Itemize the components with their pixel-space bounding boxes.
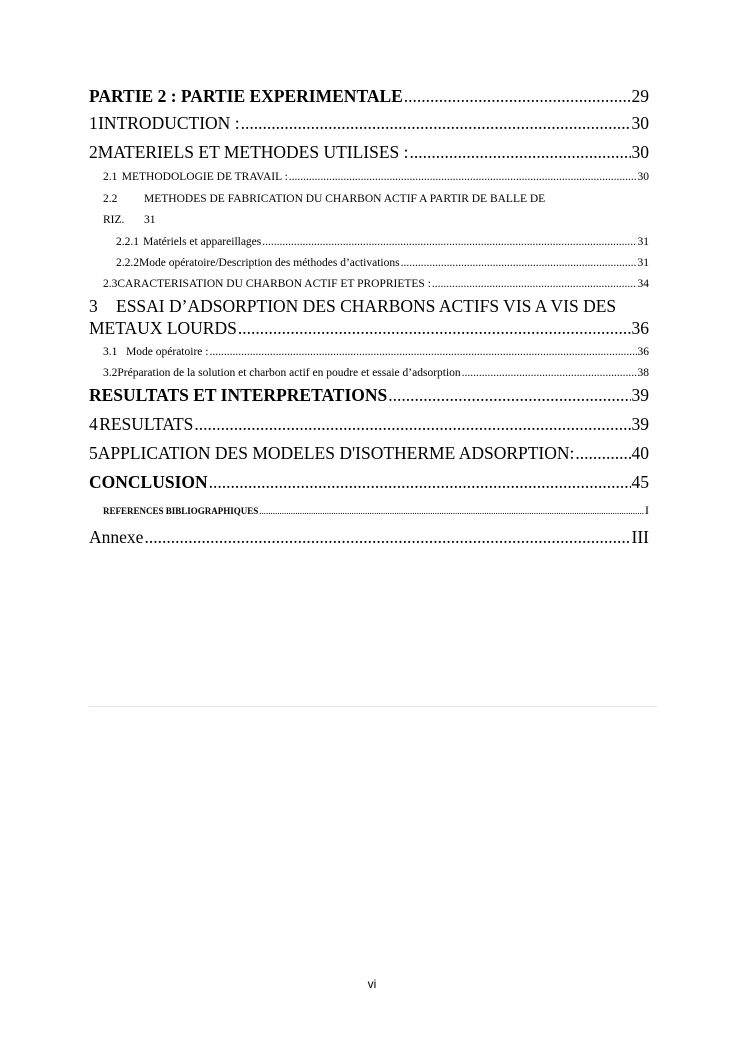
dot-leader: [144, 527, 630, 548]
toc-entry-title: REFERENCES BIBLIOGRAPHIQUES: [103, 506, 259, 516]
page-divider: [89, 706, 657, 707]
dot-leader: [462, 367, 637, 379]
toc-entry-materiels[interactable]: [89, 142, 649, 163]
toc-entry-2-2-1[interactable]: [89, 236, 649, 248]
toc-entry-title: INTRODUCTION :: [98, 113, 240, 133]
toc-page-number: 45: [631, 472, 649, 492]
toc-entry-title: APPLICATION DES MODELES D'ISOTHERME ADSORPTION:: [97, 443, 575, 463]
toc-page-number: 31: [144, 214, 156, 226]
toc-entry-title: METHODOLOGIE DE TRAVAIL :: [121, 171, 288, 183]
toc-entry-title: PARTIE 2 : PARTIE EXPERIMENTALE: [89, 86, 403, 106]
toc-entry-title: RESULTATS ET INTERPRETATIONS: [89, 385, 388, 405]
toc-entry-title: MATERIELS ET METHODES UTILISES :: [97, 142, 409, 162]
toc-entry-essai[interactable]: [89, 295, 649, 339]
toc-page-number: 30: [637, 171, 649, 183]
toc-entry-resultats[interactable]: [89, 414, 649, 435]
toc-entry-2-1[interactable]: [89, 171, 649, 183]
toc-entry-2-2[interactable]: [89, 189, 649, 231]
toc-section-number: 4: [89, 414, 98, 434]
dot-leader: [259, 506, 644, 516]
toc-entry-title: Mode opératoire/Description des méthodes d’activations: [139, 257, 400, 269]
toc-entry-application[interactable]: [89, 443, 649, 464]
toc-entry-title: Mode opératoire :: [126, 346, 209, 358]
page-number: vi: [367, 977, 377, 991]
dot-leader: [575, 443, 630, 464]
toc-entry-3-1[interactable]: [89, 346, 649, 358]
toc-page-number: I: [645, 503, 649, 517]
dot-leader: [209, 472, 631, 493]
toc-section-number: 2: [89, 142, 98, 162]
toc-page-number: 30: [631, 142, 649, 162]
toc-section-number: 3.2: [103, 367, 118, 379]
toc-page-number: 34: [637, 278, 649, 290]
toc-section-number: 3.1: [103, 346, 118, 358]
table-of-contents: [89, 86, 649, 548]
toc-entry-title: Annexe: [89, 527, 144, 547]
dot-leader: [388, 385, 630, 406]
toc-entry-title: Matériels et appareillages: [143, 236, 262, 248]
toc-page-number: 29: [631, 86, 649, 106]
toc-entry-title: Préparation de la solution et charbon actif en poudre et essaie d’adsorption: [117, 367, 461, 379]
dot-leader: [432, 278, 637, 290]
toc-entry-annexe[interactable]: [89, 527, 649, 548]
toc-page-number: 38: [637, 367, 649, 379]
toc-entry-title: RESULTATS: [99, 414, 194, 434]
toc-page-number: 31: [637, 257, 649, 269]
toc-section-number: 2.2: [103, 193, 118, 205]
toc-section-number: 1: [89, 113, 98, 133]
toc-page-number: 30: [631, 113, 649, 133]
toc-section-number: 5: [89, 443, 98, 463]
toc-section-number: 2.3: [103, 278, 118, 290]
toc-section-number: 3: [89, 296, 98, 316]
toc-page-number: 39: [631, 414, 649, 434]
toc-page-number: 36: [631, 318, 649, 338]
dot-leader: [410, 142, 631, 163]
toc-section-number: 2.2.1: [116, 236, 139, 248]
toc-entry-title: CARACTERISATION DU CHARBON ACTIF ET PROPRIETES :: [117, 278, 431, 290]
toc-entry-title-line2: METAUX LOURDS: [89, 318, 237, 338]
dot-leader: [241, 113, 631, 134]
toc-entry-title-line1: METHODES DE FABRICATION DU CHARBON ACTIF A PARTIR DE BALLE DE: [144, 193, 546, 205]
toc-page-number: 40: [631, 443, 649, 463]
toc-entry-title-line2: RIZ.: [103, 214, 125, 226]
toc-entry-2-3[interactable]: [89, 278, 649, 290]
toc-entry-title: CONCLUSION: [89, 472, 208, 492]
dot-leader: [238, 317, 631, 339]
toc-page-number: 36: [637, 346, 649, 358]
toc-entry-3-2[interactable]: [89, 367, 649, 379]
dot-leader: [401, 257, 637, 269]
dot-leader: [262, 236, 636, 248]
toc-entry-introduction[interactable]: [89, 113, 649, 134]
toc-entry-partie2[interactable]: [89, 86, 649, 107]
dot-leader: [289, 171, 637, 183]
toc-section-number: 2.2.2: [116, 257, 139, 269]
toc-page-number: III: [631, 527, 649, 547]
toc-entry-title-line1: ESSAI D’ADSORPTION DES CHARBONS ACTIFS VIS A VIS DES: [116, 296, 617, 316]
toc-entry-resultats-interpretations[interactable]: [89, 385, 649, 406]
toc-section-number: 2.1: [103, 171, 118, 183]
dot-leader: [404, 86, 631, 107]
toc-page-number: 39: [631, 385, 649, 405]
toc-entry-conclusion[interactable]: [89, 472, 649, 493]
toc-entry-2-2-2[interactable]: [89, 257, 649, 269]
toc-page-number: 31: [637, 236, 649, 248]
toc-entry-references[interactable]: [89, 503, 649, 518]
dot-leader: [209, 346, 636, 358]
dot-leader: [194, 414, 630, 435]
